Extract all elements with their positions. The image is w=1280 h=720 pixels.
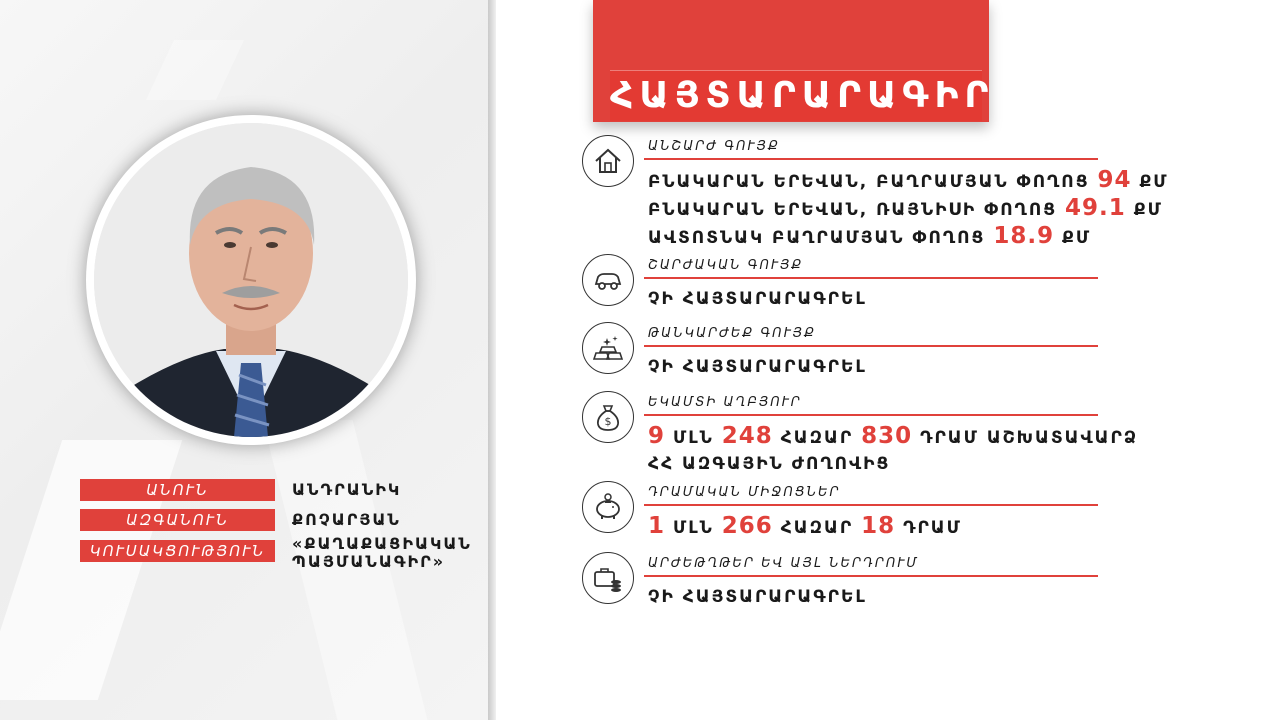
income-body [648, 422, 1139, 478]
cash-value-mln: 1 [648, 513, 666, 539]
gold-bars-icon [582, 322, 634, 374]
cash-body [648, 512, 1108, 540]
real-estate-title: ԱՆՇԱՐԺ ԳՈՒՅՔ [648, 139, 780, 154]
area-value: 49.1 [1065, 195, 1126, 221]
cash-divider [644, 504, 1098, 506]
portrait-frame [86, 115, 416, 445]
money-bag-icon [582, 391, 634, 443]
real-estate-body [648, 166, 1169, 250]
area-unit: ՔՄ [1062, 228, 1092, 248]
section-securities [582, 552, 1102, 607]
valuables-body: ՉԻ ՀԱՅՏԱՐԱՐԱԳՐԵԼ [648, 357, 867, 377]
page-title: ՀԱՅՏԱՐԱՐԱԳԻՐ [610, 75, 995, 116]
name-label: ԱՆՈՒՆ [80, 479, 275, 501]
portrait-photo [94, 123, 408, 437]
section-movable [582, 254, 1102, 309]
movable-divider [644, 277, 1098, 279]
surname-value: ՔՈՉԱՐՅԱՆ [292, 510, 401, 529]
area-unit: ՔՄ [1133, 200, 1163, 220]
panel-divider [488, 0, 496, 720]
section-cash [582, 481, 1102, 539]
section-real-estate [582, 135, 1169, 249]
real-estate-line-3: ԱՎՏՈՏՆԱԿ ԲԱՂՐԱՄՅԱՆ ՓՈՂՈՑ 18.9 ՔՄ [648, 223, 1092, 249]
income-line-1: 9 ՄԼՆ 248 ՀԱԶԱՐ 830 ԴՐԱՄ ԱՇԽԱՏԱՎԱՐՁ [648, 423, 1139, 449]
income-divider [644, 414, 1098, 416]
party-value-line2: ՊԱՅՄԱՆԱԳԻՐ» [292, 552, 446, 571]
name-value: ԱՆԴՐԱՆԻԿ [292, 480, 402, 499]
income-title: ԵԿԱՄՏԻ ԱՂԲՅՈՒՐ [648, 395, 802, 410]
svg-text:$: $ [604, 415, 612, 428]
valuables-title: ԹԱՆԿԱՐԺԵՔ ԳՈՒՅՔ [648, 326, 816, 341]
briefcase-coins-icon [582, 552, 634, 604]
header-title-box [610, 70, 995, 121]
securities-body: ՉԻ ՀԱՅՏԱՐԱՐԱԳՐԵԼ [648, 587, 867, 607]
income-value-dram: 830 [861, 423, 913, 449]
party-label: ԿՈՒՍԱԿՑՈՒԹՅՈՒՆ [80, 540, 275, 562]
cash-value-dram: 18 [861, 513, 896, 539]
cash-line: 1 ՄԼՆ 266 ՀԱԶԱՐ 18 ԴՐԱՄ [648, 513, 962, 539]
income-value-thousand: 248 [721, 423, 773, 449]
cash-title: ԴՐԱՄԱԿԱՆ ՄԻՋՈՑՆԵՐ [648, 485, 841, 500]
area-unit: ՔՄ [1139, 172, 1169, 192]
securities-title: ԱՐԺԵԹՂԹԵՐ ԵՎ ԱՅԼ ՆԵՐԴՐՈՒՄ [648, 556, 919, 571]
party-value [292, 535, 492, 571]
movable-body: ՉԻ ՀԱՅՏԱՐԱՐԱԳՐԵԼ [648, 289, 867, 309]
area-value: 94 [1097, 167, 1132, 193]
cash-value-thousand: 266 [721, 513, 773, 539]
real-estate-line-1: ԲՆԱԿԱՐԱՆ ԵՐԵՎԱՆ, ԲԱՂՐԱՄՅԱՆ ՓՈՂՈՑ 94 ՔՄ [648, 167, 1169, 193]
movable-title: ՇԱՐԺԱԿԱՆ ԳՈՒՅՔ [648, 258, 804, 273]
real-estate-divider [644, 158, 1098, 160]
valuables-divider [644, 345, 1098, 347]
piggy-bank-icon [582, 481, 634, 533]
real-estate-line-2: ԲՆԱԿԱՐԱՆ ԵՐԵՎԱՆ, ՌԱՅՆԻՍԻ ՓՈՂՈՑ 49.1 ՔՄ [648, 195, 1163, 221]
surname-label: ԱԶԳԱՆՈՒՆ [80, 509, 275, 531]
income-line-2: ՀՀ ԱԶԳԱՅԻՆ ԺՈՂՈՎԻՑ [648, 454, 891, 474]
securities-divider [644, 575, 1098, 577]
section-valuables [582, 322, 1102, 377]
section-income [582, 391, 1139, 474]
house-icon [582, 135, 634, 187]
income-value-mln: 9 [648, 423, 666, 449]
party-value-line1: «ՔԱՂԱՔԱՑԻԱԿԱՆ [292, 534, 472, 553]
car-icon [582, 254, 634, 306]
area-value: 18.9 [993, 223, 1055, 249]
